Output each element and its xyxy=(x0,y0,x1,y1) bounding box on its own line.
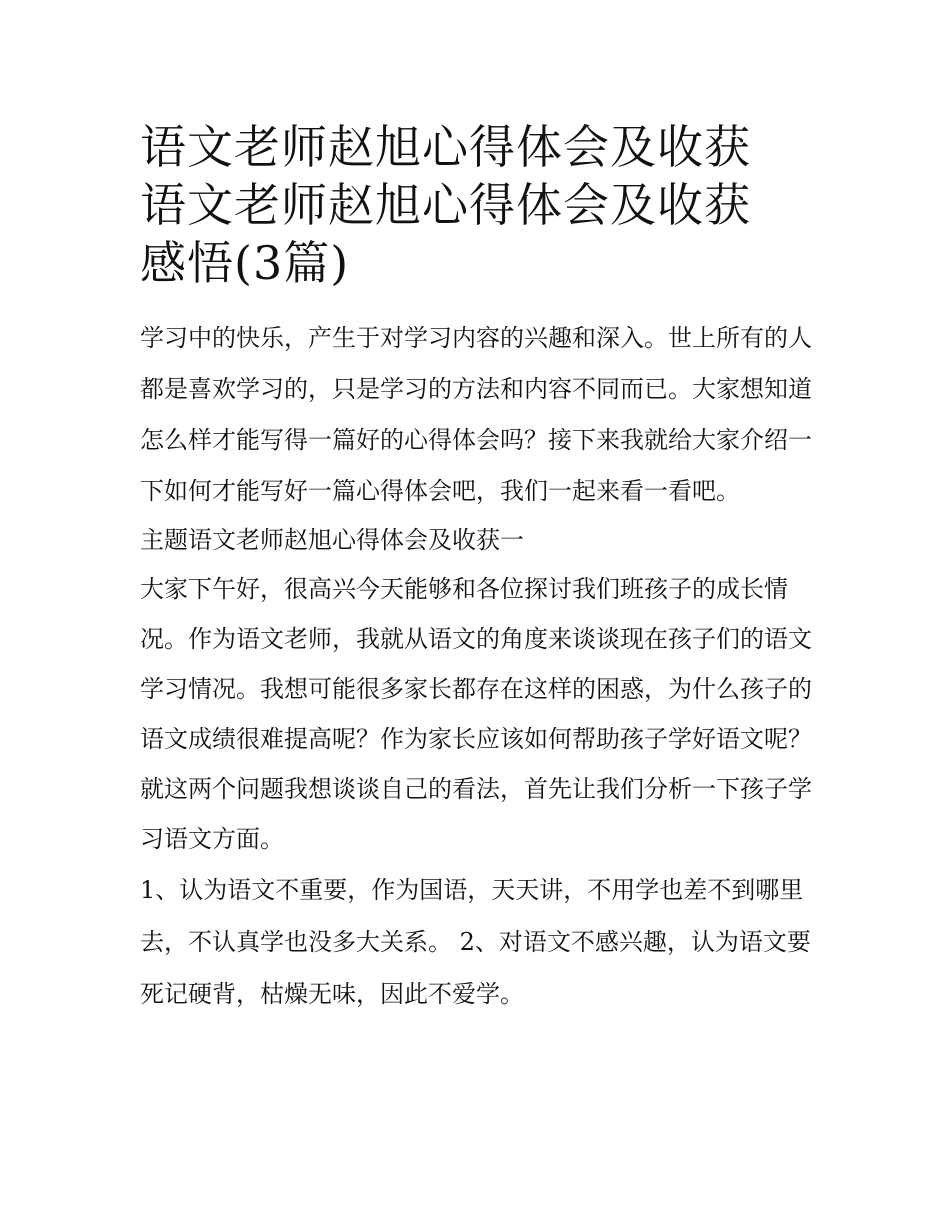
section-heading: 主题语文老师赵旭心得体会及收获一 xyxy=(140,526,524,554)
title-line-3: 感悟(3篇) xyxy=(140,236,350,290)
intro-paragraph: 学习中的快乐，产生于对学习内容的兴趣和深入。世上所有的人都是喜欢学习的，只是学习的方法和内容不同而已。大家想知道怎么样才能写得一篇好的心得体会吗？接下来我就给大家介绍一下如何才能写好一篇心得体会吧，我们一起来看一看吧。 xyxy=(140,324,812,505)
document-body xyxy=(140,313,820,1020)
title-line-2: 语文老师赵旭心得体会及收获 xyxy=(140,178,751,232)
document-page xyxy=(140,118,820,1020)
body-paragraph-2: 1、认为语文不重要，作为国语，天天讲，不用学也差不到哪里去，不认真学也没多大关系。 2、对语文不感兴趣，认为语文要死记硬背，枯燥无味，因此不爱学。 xyxy=(140,876,811,1008)
body-paragraph-1: 大家下午好，很高兴今天能够和各位探讨我们班孩子的成长情况。作为语文老师，我就从语文的角度来谈谈现在孩子们的语文学习情况。我想可能很多家长都存在这样的困惑，为什么孩子的语文成绩很难提高呢？作为家长应该如何帮助孩子学好语文呢？就这两个问题我想谈谈自己的看法，首先让我们分析一下孩子学习语文方面。 xyxy=(140,575,812,853)
document-title xyxy=(140,118,820,292)
title-line-1: 语文老师赵旭心得体会及收获 xyxy=(140,120,751,174)
